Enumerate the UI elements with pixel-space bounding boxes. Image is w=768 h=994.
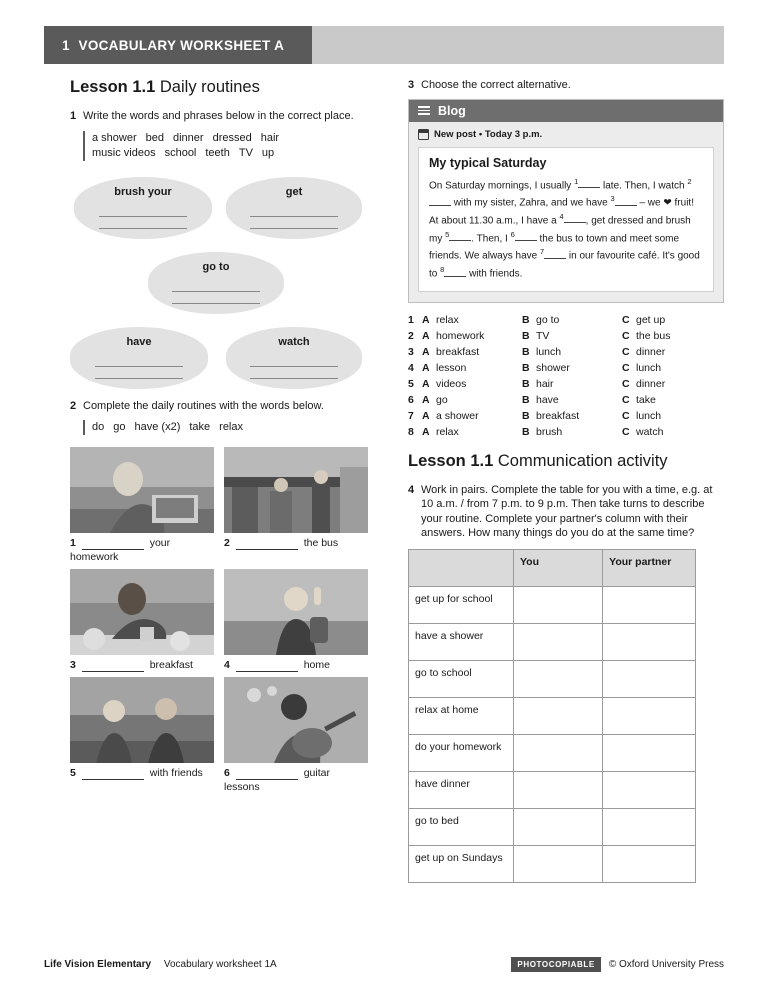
option-text: hair	[536, 377, 554, 390]
lesson-1-heading	[70, 78, 370, 97]
option-a[interactable]	[422, 360, 522, 376]
footer-copyright: © Oxford University Press	[608, 959, 724, 970]
photo-friends	[70, 677, 214, 763]
wordbank-word: a shower	[92, 131, 137, 144]
blog-post-card	[418, 147, 714, 292]
option-c[interactable]	[622, 424, 722, 440]
answer-line[interactable]	[250, 355, 337, 367]
photo-caption-text: breakfast	[149, 659, 193, 671]
photo-caption-2	[224, 536, 368, 550]
option-text: lesson	[436, 361, 467, 374]
table-cell-you[interactable]	[513, 771, 602, 808]
hamburger-menu-icon[interactable]	[418, 104, 430, 118]
answer-line[interactable]	[99, 205, 187, 217]
option-text: videos	[436, 377, 467, 390]
wordbank-line-2	[92, 146, 342, 161]
table-header-partner: Your partner	[603, 549, 696, 586]
cloud-answer-lines[interactable]	[172, 280, 259, 304]
gap-blank[interactable]	[449, 231, 471, 241]
answer-line[interactable]	[172, 292, 259, 304]
answer-blank[interactable]	[82, 661, 144, 672]
option-number: 3	[408, 345, 414, 358]
table-cell-partner[interactable]	[603, 771, 696, 808]
option-b[interactable]	[522, 328, 622, 344]
option-a[interactable]	[422, 408, 522, 424]
answer-line[interactable]	[99, 217, 187, 229]
photo-homework-image	[70, 447, 214, 533]
right-column	[408, 78, 724, 883]
footer-right	[511, 957, 724, 972]
option-letter: A	[422, 313, 430, 326]
exercise-3	[408, 78, 724, 93]
cloud-brush-your[interactable]	[74, 177, 212, 239]
photo-home	[224, 569, 368, 655]
cloud-answer-lines[interactable]	[95, 355, 183, 379]
table-row-label: have dinner	[409, 771, 514, 808]
table-cell-partner[interactable]	[603, 660, 696, 697]
option-letter: B	[522, 409, 530, 422]
photo-caption-5	[70, 766, 214, 780]
blog-title: Blog	[438, 103, 466, 118]
option-text: TV	[536, 329, 550, 342]
table-row-label: relax at home	[409, 697, 514, 734]
photocopiable-badge: PHOTOCOPIABLE	[511, 957, 600, 972]
option-letter: A	[422, 425, 430, 438]
blog-meta-text: New post • Today 3 p.m.	[434, 128, 543, 140]
exercise-4-instruction: Work in pairs. Complete the table for you with a time, e.g. at 10 a.m. / from 7 p.m. to 9 p.m. Then take turns to describe your routine. Complete your partner's column with their answers. How many things do you do at the same time?	[421, 483, 713, 540]
cloud-answer-lines[interactable]	[99, 205, 187, 229]
table-cell-partner[interactable]	[603, 697, 696, 734]
gap-blank[interactable]	[444, 267, 466, 277]
photo-cell-6	[224, 677, 368, 794]
answer-line[interactable]	[95, 355, 183, 367]
photo-guitar	[224, 677, 368, 763]
blog-part: On Saturday mornings, I usually	[429, 179, 575, 191]
option-number: 5	[408, 377, 414, 390]
option-text: relax	[436, 313, 459, 326]
option-text: go to	[536, 313, 560, 326]
answer-line[interactable]	[250, 367, 337, 379]
wordbank-word: have (x2)	[134, 421, 181, 433]
option-row	[408, 376, 724, 392]
option-letter: A	[422, 393, 430, 406]
gap-blank[interactable]	[515, 231, 537, 241]
option-c[interactable]	[622, 408, 722, 424]
option-letter: A	[422, 409, 430, 422]
option-c[interactable]	[622, 328, 722, 344]
blog-part: in our favourite café. It's good to	[429, 250, 700, 280]
photo-cell-4	[224, 569, 368, 672]
photo-bus-image	[224, 447, 368, 533]
header-title-block	[44, 26, 312, 64]
cloud-group	[70, 169, 370, 399]
photo-cell-2	[224, 447, 368, 564]
table-cell-you[interactable]	[513, 734, 602, 771]
option-a[interactable]	[422, 392, 522, 408]
option-text: dinner	[636, 345, 666, 358]
blog-widget	[408, 99, 724, 303]
exercise-3-number: 3	[408, 79, 415, 91]
exercise-1-number: 1	[70, 110, 77, 122]
blog-part: with friends.	[466, 268, 523, 280]
header-title: VOCABULARY WORKSHEET A	[78, 37, 285, 53]
table-header-blank	[409, 549, 514, 586]
wordbank-word: school	[164, 146, 197, 159]
blog-body	[409, 122, 723, 302]
exercise-1	[70, 109, 370, 124]
photo-row	[70, 677, 370, 794]
option-letter: A	[422, 377, 430, 390]
table-row-label: get up for school	[409, 586, 514, 623]
cloud-label: have	[126, 336, 152, 348]
option-text: relax	[436, 425, 459, 438]
photo-caption-6	[224, 766, 368, 794]
option-c[interactable]	[622, 392, 722, 408]
footer-subtitle: Vocabulary worksheet 1A	[163, 959, 277, 970]
photo-cell-5	[70, 677, 214, 794]
option-b[interactable]	[522, 360, 622, 376]
option-text: shower	[536, 361, 570, 374]
exercise-3-instruction: Choose the correct alternative.	[421, 79, 571, 91]
option-text: brush	[536, 425, 563, 438]
photo-breakfast	[70, 569, 214, 655]
option-text: have	[536, 393, 559, 406]
table-cell-you[interactable]	[513, 808, 602, 845]
lesson-2-title: Communication activity	[497, 451, 668, 470]
cloud-go-to[interactable]	[148, 252, 284, 314]
photo-caption-text: the bus	[303, 537, 339, 549]
answer-blank[interactable]	[82, 539, 144, 550]
option-letter: C	[622, 393, 630, 406]
option-letter: B	[522, 377, 530, 390]
option-b[interactable]	[522, 312, 622, 328]
option-row	[408, 392, 724, 408]
lesson-2-label: Lesson 1.1	[408, 451, 494, 470]
option-text: breakfast	[536, 409, 580, 422]
gap-blank[interactable]	[429, 196, 451, 206]
wordbank-word: hair	[260, 131, 280, 144]
exercise-2-wordbank	[83, 420, 342, 435]
cloud-label: brush your	[114, 186, 172, 198]
blog-part: . Then, I	[471, 233, 511, 245]
option-b[interactable]	[522, 392, 622, 408]
cloud-answer-lines[interactable]	[250, 205, 337, 229]
photo-number: 5	[70, 767, 76, 779]
table-cell-you[interactable]	[513, 697, 602, 734]
blog-part: , get dressed and brush my	[429, 215, 691, 245]
photo-friends-image	[70, 677, 214, 763]
table-cell-partner[interactable]	[603, 734, 696, 771]
wordbank-word: relax	[219, 421, 243, 433]
left-column	[70, 78, 370, 799]
table-row	[409, 808, 696, 845]
table-row-label: go to school	[409, 660, 514, 697]
option-text: the bus	[636, 329, 671, 342]
option-b[interactable]	[522, 376, 622, 392]
photo-cell-1	[70, 447, 214, 564]
blog-post-title: My typical Saturday	[429, 155, 547, 170]
table-row	[409, 845, 696, 882]
table-row-label: do your homework	[409, 734, 514, 771]
footer-title: Life Vision Elementary	[44, 959, 152, 970]
photo-caption-text: with friends	[149, 767, 203, 779]
option-c[interactable]	[622, 360, 722, 376]
option-text: lunch	[636, 361, 662, 374]
option-text: homework	[436, 329, 485, 342]
option-row	[408, 408, 724, 424]
blog-part: late. Then, I watch	[600, 179, 688, 191]
exercise-3-options	[408, 312, 724, 440]
table-row-label: have a shower	[409, 623, 514, 660]
cloud-label: get	[285, 186, 303, 198]
option-c[interactable]	[622, 376, 722, 392]
option-row	[408, 424, 724, 440]
cloud-have[interactable]	[70, 327, 208, 389]
photo-number: 1	[70, 537, 76, 549]
exercise-4-number: 4	[408, 483, 415, 496]
table-header-you: You	[513, 549, 602, 586]
option-a[interactable]	[422, 344, 522, 360]
option-number: 6	[408, 393, 414, 406]
blog-titlebar	[409, 100, 723, 122]
option-number: 1	[408, 313, 414, 326]
blog-part: – we ❤ fruit! At about 11.30 a.m., I have a	[429, 197, 694, 227]
option-letter: B	[522, 329, 530, 342]
wordbank-word: music videos	[92, 146, 156, 159]
answer-line[interactable]	[95, 367, 183, 379]
option-number: 8	[408, 425, 414, 438]
photo-number: 6	[224, 767, 230, 779]
option-a[interactable]	[422, 328, 522, 344]
option-letter: C	[622, 409, 630, 422]
option-number: 4	[408, 361, 414, 374]
cloud-answer-lines[interactable]	[250, 355, 337, 379]
photo-caption-text: your homework	[70, 537, 171, 563]
wordbank-word: bed	[145, 131, 164, 144]
table-cell-partner[interactable]	[603, 845, 696, 882]
exercise-2-instruction: Complete the daily routines with the words below.	[83, 399, 324, 412]
gap-blank[interactable]	[578, 178, 600, 188]
photo-grid	[70, 447, 370, 794]
option-letter: B	[522, 345, 530, 358]
option-c[interactable]	[622, 344, 722, 360]
blog-part: with my sister, Zahra, and we have	[451, 197, 611, 209]
photo-number: 3	[70, 659, 76, 671]
answer-blank[interactable]	[236, 661, 298, 672]
option-b[interactable]	[522, 424, 622, 440]
wordbank-word: TV	[238, 146, 253, 159]
option-text: watch	[636, 425, 664, 438]
option-letter: A	[422, 361, 430, 374]
photo-row	[70, 569, 370, 672]
table-row	[409, 697, 696, 734]
photo-cell-3	[70, 569, 214, 672]
table-row	[409, 660, 696, 697]
table-cell-partner[interactable]	[603, 808, 696, 845]
option-row	[408, 312, 724, 328]
table-row	[409, 734, 696, 771]
table-cell-you[interactable]	[513, 586, 602, 623]
option-a[interactable]	[422, 312, 522, 328]
answer-blank[interactable]	[236, 539, 298, 550]
cloud-watch[interactable]	[226, 327, 362, 389]
wordbank-word: dressed	[212, 131, 252, 144]
option-text: a shower	[436, 409, 479, 422]
photo-guitar-image	[224, 677, 368, 763]
option-a[interactable]	[422, 376, 522, 392]
answer-blank[interactable]	[82, 769, 144, 780]
option-number: 7	[408, 409, 414, 422]
answer-line[interactable]	[250, 217, 337, 229]
option-number: 2	[408, 329, 414, 342]
lesson-1-title: Daily routines	[159, 78, 260, 96]
exercise-4	[408, 483, 724, 541]
photo-caption-1	[70, 536, 214, 564]
photo-number: 4	[224, 659, 230, 671]
table-cell-you[interactable]	[513, 623, 602, 660]
option-text: dinner	[636, 377, 666, 390]
header-number: 1	[62, 37, 70, 53]
gap-blank[interactable]	[564, 213, 586, 223]
option-text: breakfast	[436, 345, 480, 358]
wordbank-word: go	[113, 421, 126, 433]
lesson-1-label: Lesson 1.1	[70, 78, 156, 96]
option-text: go	[436, 393, 448, 406]
table-cell-partner[interactable]	[603, 586, 696, 623]
photo-home-image	[224, 569, 368, 655]
photo-number: 2	[224, 537, 230, 549]
option-text: take	[636, 393, 656, 406]
photo-caption-3	[70, 658, 214, 672]
exercise-2	[70, 399, 370, 414]
option-text: lunch	[536, 345, 562, 358]
option-letter: C	[622, 425, 630, 438]
option-letter: C	[622, 329, 630, 342]
wordbank-word: do	[92, 421, 105, 433]
table-row-label: get up on Sundays	[409, 845, 514, 882]
option-b[interactable]	[522, 344, 622, 360]
option-letter: B	[522, 313, 530, 326]
table-cell-you[interactable]	[513, 660, 602, 697]
option-letter: C	[622, 377, 630, 390]
answer-line[interactable]	[172, 280, 259, 292]
exercise-1-instruction: Write the words and phrases below in the correct place.	[83, 110, 354, 122]
option-letter: B	[522, 425, 530, 438]
option-a[interactable]	[422, 424, 522, 440]
cloud-label: watch	[278, 336, 310, 348]
table-cell-you[interactable]	[513, 845, 602, 882]
option-c[interactable]	[622, 312, 722, 328]
photo-bus	[224, 447, 368, 533]
option-letter: B	[522, 393, 530, 406]
photo-breakfast-image	[70, 569, 214, 655]
wordbank-line-1	[92, 131, 342, 146]
option-row	[408, 328, 724, 344]
table-cell-partner[interactable]	[603, 623, 696, 660]
table-row	[409, 623, 696, 660]
gap-blank[interactable]	[615, 196, 637, 206]
lesson-2-heading	[408, 452, 724, 471]
table-row	[409, 771, 696, 808]
wordbank-word: dinner	[173, 131, 204, 144]
option-letter: B	[522, 361, 530, 374]
photo-caption-text: guitar lessons	[224, 767, 330, 793]
option-letter: C	[622, 361, 630, 374]
exercise-1-wordbank	[83, 131, 342, 161]
blog-post-body: On Saturday mornings, I usually $^1$ late. Then, I watch $^2$ with my sister, Zahra, and we have $^3$ – we ❤ fruit! At about 11.30 a.m., I have a $^4$ , get dressed and brush my $^5$ . Then, I $^6$ the bus to town and meet some friends. We always have $^7$ in our favourite café. It's good to $^8$ with friends.	[429, 176, 700, 280]
option-row	[408, 344, 724, 360]
photo-row	[70, 447, 370, 564]
wordbank-word: take	[189, 421, 211, 433]
option-text: get up	[636, 313, 666, 326]
option-text: lunch	[636, 409, 662, 422]
cloud-get[interactable]	[226, 177, 362, 239]
photo-homework	[70, 447, 214, 533]
footer-left	[44, 959, 277, 970]
exercise-2-number: 2	[70, 399, 77, 412]
answer-line[interactable]	[250, 205, 337, 217]
wordbank-word: teeth	[205, 146, 230, 159]
table-row	[409, 586, 696, 623]
calendar-icon	[418, 129, 429, 140]
option-letter: C	[622, 345, 630, 358]
answer-blank[interactable]	[236, 769, 298, 780]
option-letter: A	[422, 329, 430, 342]
cloud-label: go to	[202, 261, 230, 273]
wordbank-word: up	[261, 146, 275, 159]
photo-caption-4	[224, 658, 368, 672]
routine-table	[408, 549, 696, 883]
option-row	[408, 360, 724, 376]
page-footer	[44, 957, 724, 972]
option-b[interactable]	[522, 408, 622, 424]
gap-blank[interactable]	[544, 249, 566, 259]
blog-part: the bus to town and meet some friends. We always have	[429, 233, 680, 262]
table-row-label: go to bed	[409, 808, 514, 845]
photo-caption-text: home	[303, 659, 330, 671]
page-header-banner	[44, 26, 724, 64]
table-header-row	[409, 549, 696, 586]
option-letter: A	[422, 345, 430, 358]
option-letter: C	[622, 313, 630, 326]
blog-meta	[418, 129, 714, 140]
